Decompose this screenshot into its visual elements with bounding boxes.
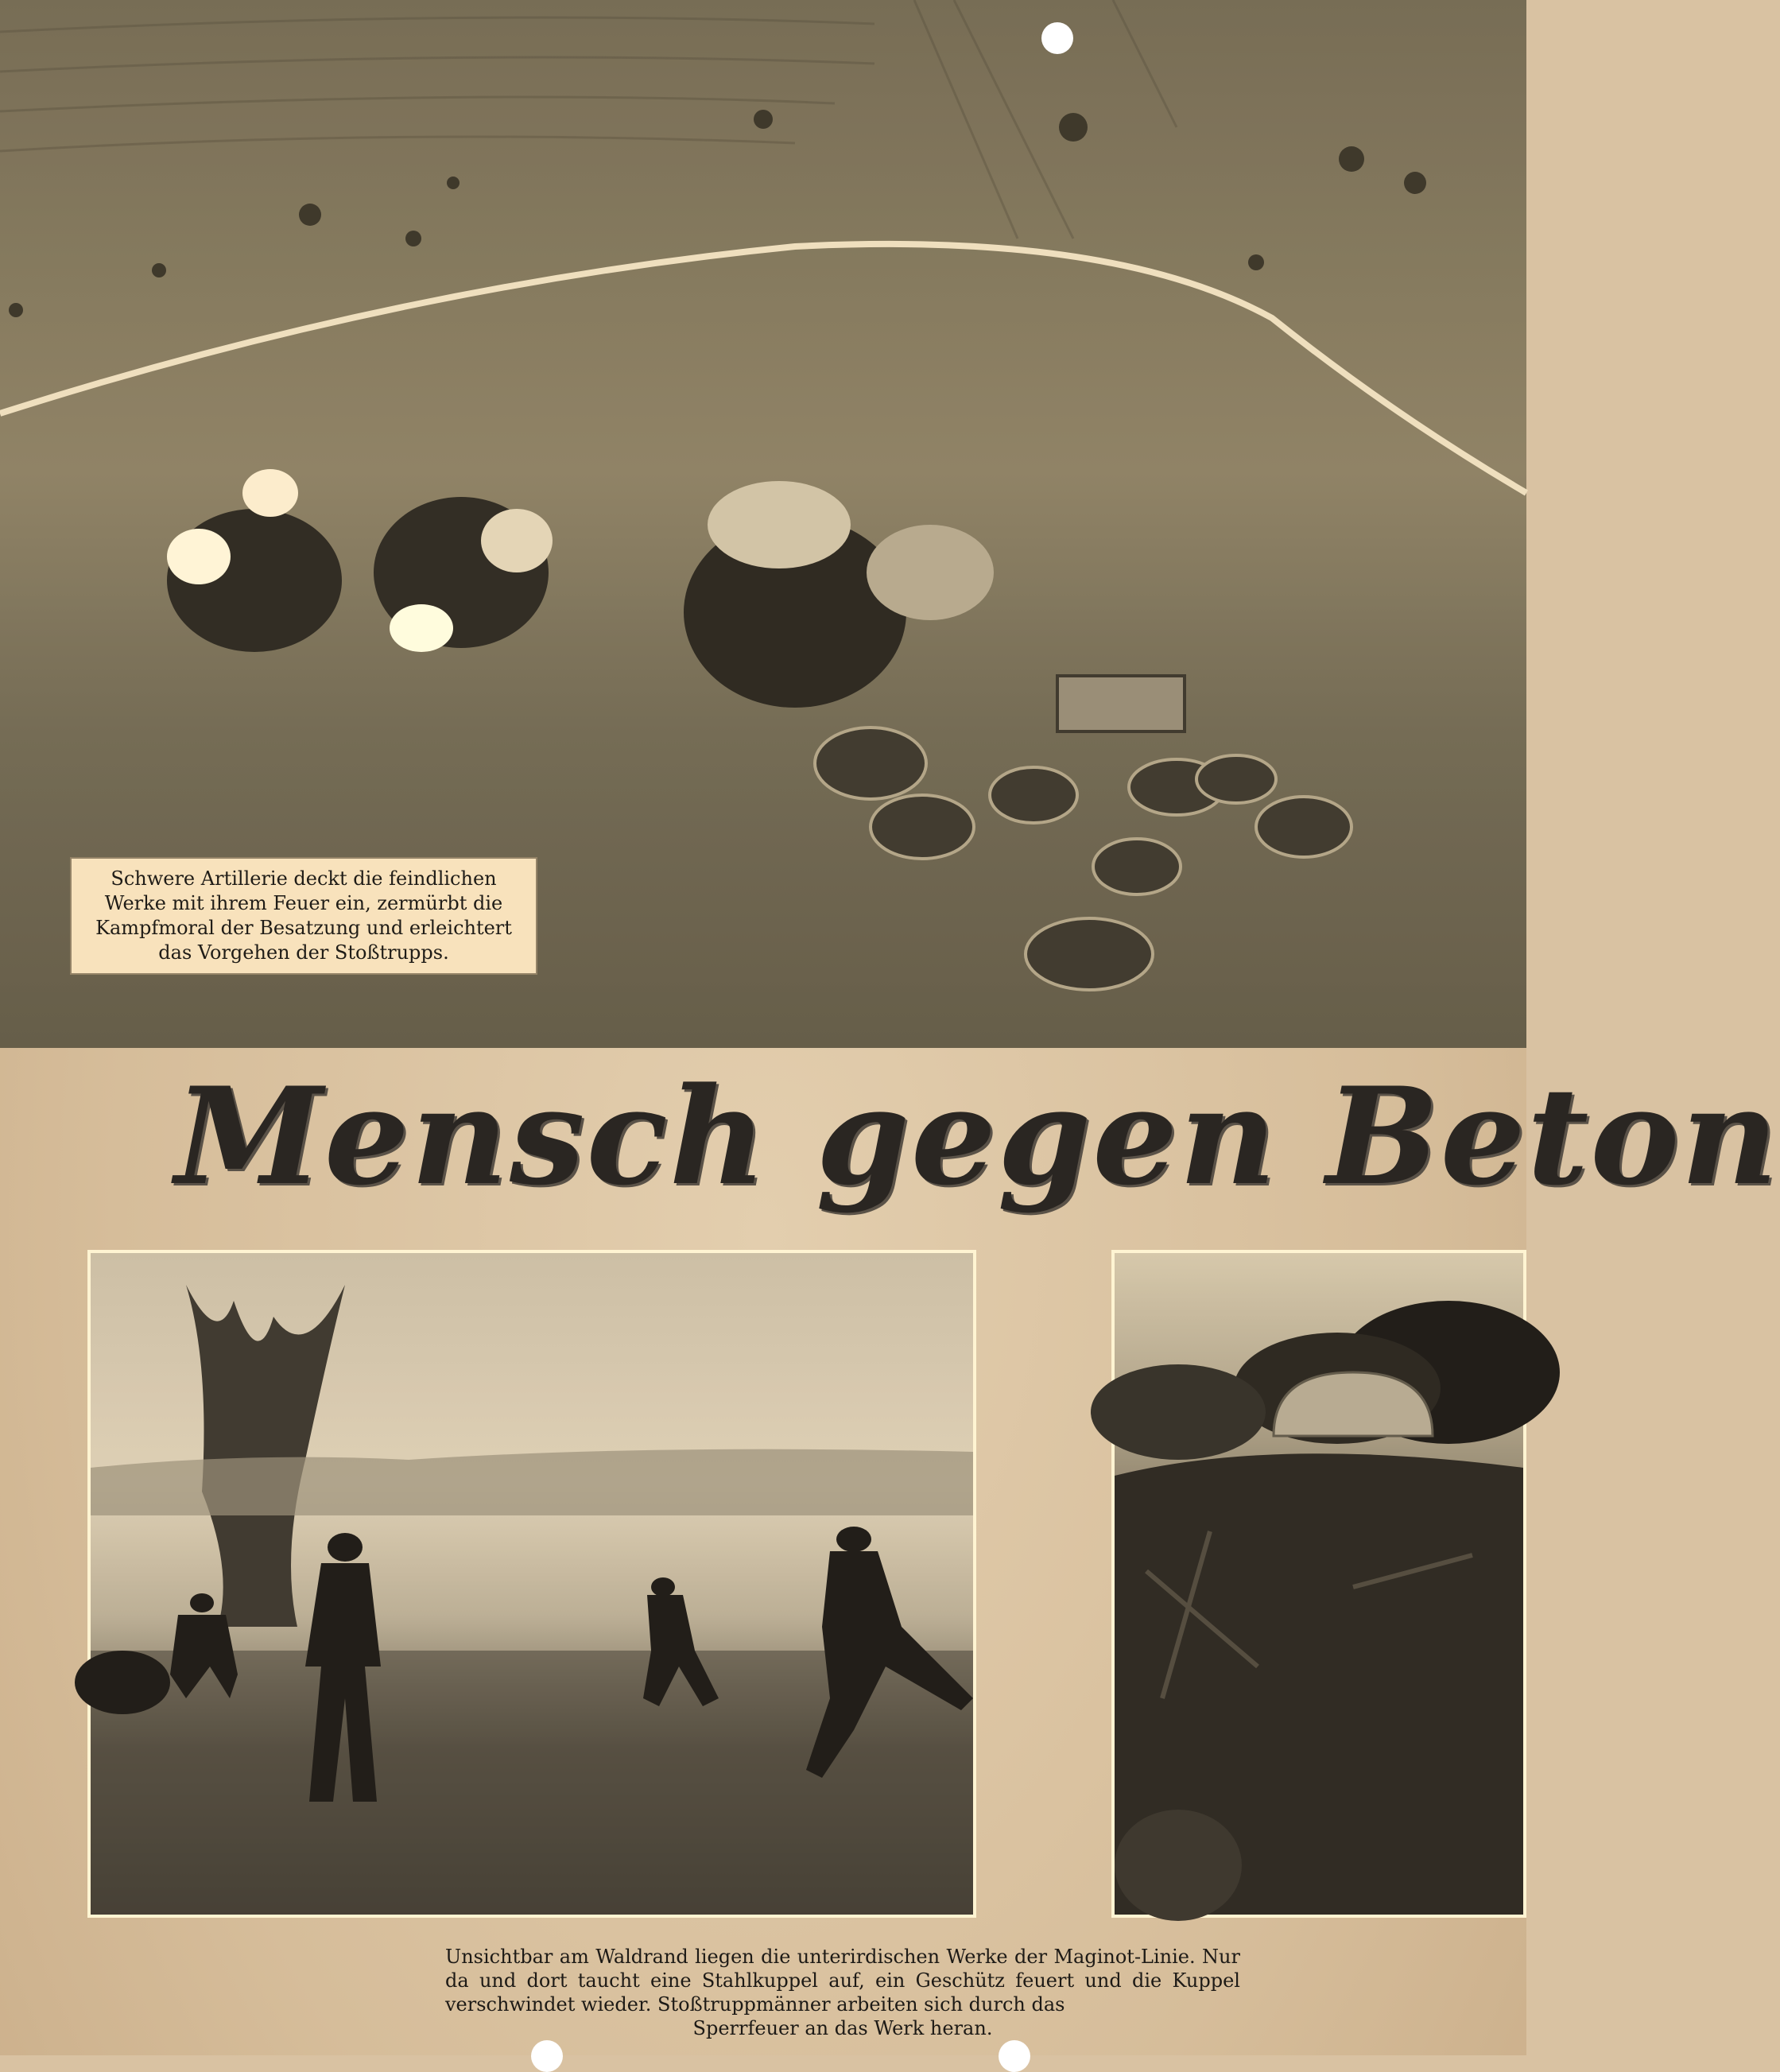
maginot-caption: [445, 1945, 1240, 2040]
punch-hole-bottom-right: [999, 2040, 1030, 2072]
caption-line-4: Sperrfeuer an das Werk heran.: [692, 2017, 993, 2039]
aerial-artillery-photo: [0, 0, 1526, 1048]
caption-line-3: Kuppel verschwindet wieder. Stoßtruppmänner arbeiten sich durch das: [445, 1969, 1240, 2016]
caption-line-1: Unsichtbar am Waldrand liegen die unterirdischen Werke der Maginot-Linie.: [445, 1946, 1196, 1968]
headline: Mensch gegen Beton: [175, 1057, 1780, 1215]
caption-line-2: Nur da und dort taucht eine Stahlkuppel auf, ein Geschütz feuert und die: [445, 1946, 1240, 1992]
bunker-dome-photo: [1111, 1250, 1526, 1918]
infantry-advance-photo: [87, 1250, 976, 1918]
punch-hole-top: [1041, 22, 1073, 54]
artillery-caption: Schwere Artillerie deckt die feindlichen Werke mit ihrem Feuer ein, zermürbt die Kampfmoral der Besatzung und erleichtert das Vorgehen der Stoßtrupps.: [70, 857, 537, 975]
punch-hole-bottom-left: [531, 2040, 563, 2072]
